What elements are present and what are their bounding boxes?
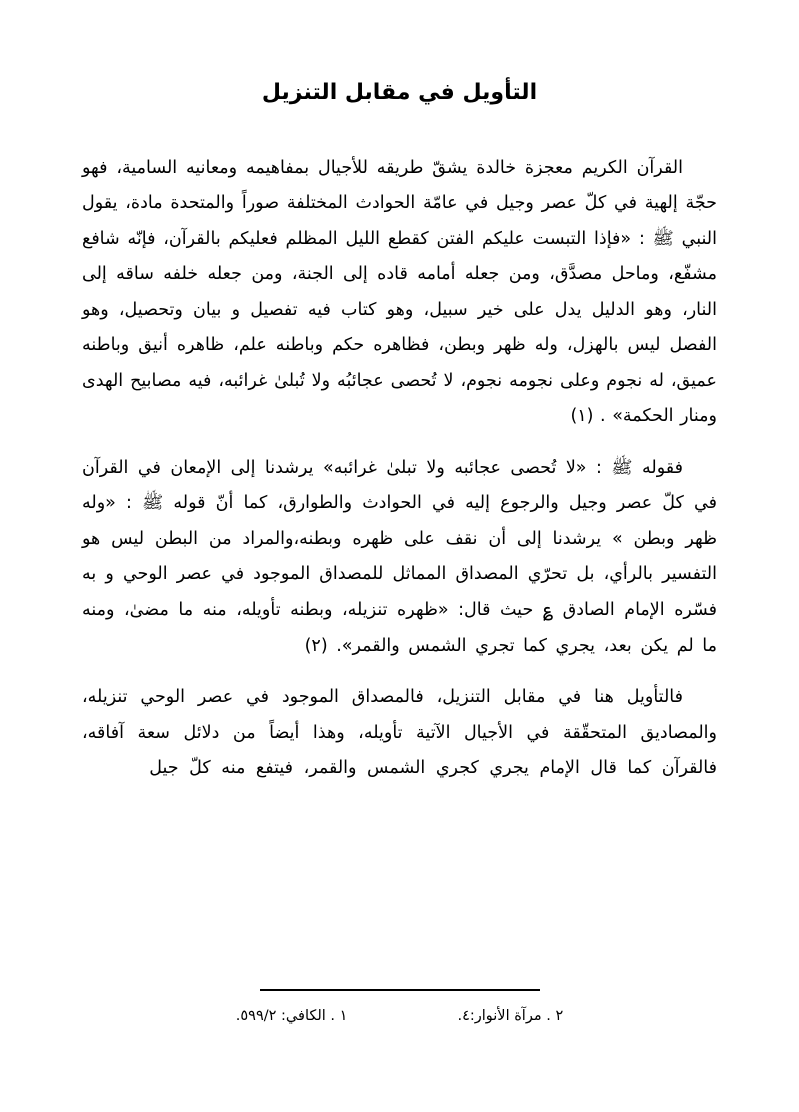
body-paragraph-1: القرآن الكريم معجزة خالدة يشقّ طريقه للأجيال بمفاهيمه ومعانيه السامية، فهو حجّة إلهية في كلّ عصر وجيل في عامّة الحوادث المختلفة صوراً والمتحدة مادة، يقول النبي ﷺ : «فإذا التبست عليكم الفتن كقطع الليل المظلم فعليكم بالقرآن، فإنّه شافع مشفّع، وماحل مصدَّق، ومن جعله أمامه قاده إلى الجنة، ومن جعله خلفه ساقه إلى النار، وهو الدليل يدل على خير سبيل، وهو كتاب فيه تفصيل و بيان وتحصيل، وهو الفصل ليس بالهزل، وله ظهر وبطن، فظاهره حكم وباطنه علم، ظاهره أنيق وباطنه عميق، له نجوم وعلى نجومه نجوم، لا تُحصى عجائبُه ولا تُبلىٰ غرائبه، فيه مصابيح الهدى ومنار الحكمة» . (١): [82, 157, 717, 427]
body-paragraph-3: فالتأويل هنا في مقابل التنزيل، فالمصداق الموجود في عصر الوحي تنزيله، والمصاديق المتحقّقة في الأجيال الآتية تأويله، وهذا أيضاً من دلائل سعة آفاقه، فالقرآن كما قال الإمام يجري كجري الشمس والقمر، فيتفع منه كلّ جيل: [82, 687, 717, 779]
footnotes-section: [82, 989, 717, 1028]
body-paragraph-2: فقوله ﷺ : «لا تُحصى عجائبه ولا تبلىٰ غرائبه» يرشدنا إلى الإمعان في القرآن في كلّ عصر وجيل والرجوع إليه في الحوادث والطوارق، كما أنّ قوله ﷺ : «وله ظهر وبطن » يرشدنا إلى أن نقف على ظهره وبطنه،والمراد من البطن ليس هو التفسير بالرأي، بل تحرّي المصداق المماثل للمصداق الموجود في عصر الوحي و به فسّره الإمام الصادق ؏ حيث قال: «ظهره تنزيله، وبطنه تأويله، منه ما مضىٰ، ومنه ما لم يكن بعد، يجري كما تجري الشمس والقمر». (٢): [82, 457, 717, 656]
footnote-2: ٢ . مرآة الأنوار:٤.: [457, 1007, 564, 1024]
footnote-divider: [260, 989, 540, 991]
footnote-row: [82, 1005, 717, 1028]
footnote-1: ١ . الكافي: ٥٩٩/٢.: [235, 1007, 348, 1024]
page-title: التأويل في مقابل التنزيل: [261, 80, 538, 105]
